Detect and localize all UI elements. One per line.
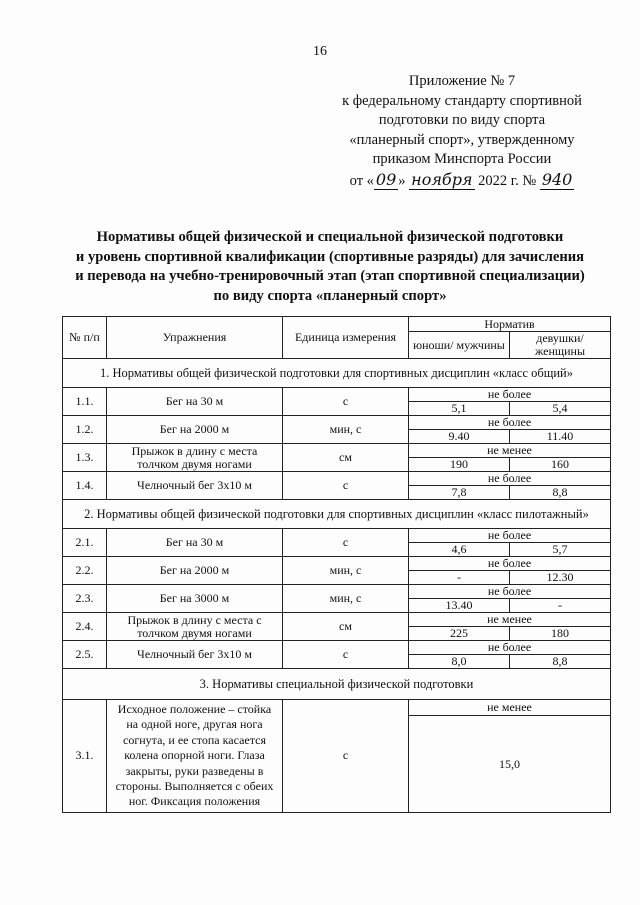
appendix-block	[317, 72, 607, 192]
norms-table	[62, 316, 611, 813]
appendix-line: приказом Минспорта России	[372, 151, 552, 168]
header-num: № п/п	[63, 317, 107, 359]
row-num: 2.5.	[63, 641, 107, 669]
title-line: и перевода на учебно-тренировочный этап (этап спортивной специализации)	[75, 268, 585, 285]
row-boys-value: 190	[409, 458, 510, 472]
document-title	[60, 228, 600, 306]
header-unit: Единица измерения	[283, 317, 409, 359]
row-unit: с	[283, 700, 409, 813]
row-num: 2.4.	[63, 613, 107, 641]
row-girls-value: 11.40	[510, 430, 611, 444]
order-month: ноября	[411, 169, 473, 189]
row-exercise: Исходное положение – стойка на одной ноге, другая нога согнута, и ее стопа касается колена опорной ноги. Глаза закрыты, руки разведены в стороны. Выполняется с обеих ног. Фиксация положения	[107, 700, 283, 813]
row-girls-value: 12.30	[510, 571, 611, 585]
row-num: 2.3.	[63, 585, 107, 613]
row-condition: не более	[409, 557, 611, 571]
appendix-line: к федеральному стандарту спортивной	[342, 92, 582, 109]
row-condition: не более	[409, 529, 611, 543]
appendix-line: Приложение № 7	[408, 73, 516, 89]
order-line	[317, 170, 607, 192]
section-heading: 2. Нормативы общей физической подготовки для спортивных дисциплин «класс пилотажный»	[63, 500, 611, 529]
header-girls: девушки/ женщины	[510, 332, 611, 359]
order-prefix: от «	[349, 172, 374, 189]
row-condition: не более	[409, 472, 611, 486]
row-condition: не более	[409, 416, 611, 430]
row-exercise: Прыжок в длину с места с толчком двумя ногами	[107, 613, 283, 641]
row-num: 2.2.	[63, 557, 107, 585]
row-num: 1.3.	[63, 444, 107, 472]
row-unit: с	[283, 388, 409, 416]
appendix-line: «планерный спорт», утвержденному	[349, 131, 575, 148]
row-exercise: Бег на 30 м	[107, 388, 283, 416]
row-num: 3.1.	[63, 700, 107, 813]
row-condition: не более	[409, 388, 611, 402]
row-unit: см	[283, 613, 409, 641]
row-exercise: Бег на 3000 м	[107, 585, 283, 613]
row-boys-value: 4,6	[409, 543, 510, 557]
row-boys-value: 5,1	[409, 402, 510, 416]
row-boys-value: 9.40	[409, 430, 510, 444]
row-unit: с	[283, 472, 409, 500]
row-boys-value: 7,8	[409, 486, 510, 500]
row-girls-value: 160	[510, 458, 611, 472]
row-unit: мин, с	[283, 416, 409, 444]
row-girls-value: -	[510, 599, 611, 613]
row-num: 1.4.	[63, 472, 107, 500]
row-boys-value: 8,0	[409, 655, 510, 669]
row-exercise: Бег на 30 м	[107, 529, 283, 557]
row-boys-value: -	[409, 571, 510, 585]
order-day: 09	[375, 169, 397, 189]
row-unit: мин, с	[283, 585, 409, 613]
row-unit: с	[283, 529, 409, 557]
section-heading: 1. Нормативы общей физической подготовки для спортивных дисциплин «класс общий»	[63, 359, 611, 388]
row-unit: см	[283, 444, 409, 472]
header-norm: Норматив	[409, 317, 611, 332]
row-condition: не менее	[409, 613, 611, 627]
row-girls-value: 8,8	[510, 655, 611, 669]
appendix-line: подготовки по виду спорта	[378, 112, 546, 129]
title-line: по виду спорта «планерный спорт»	[213, 287, 447, 304]
header-exercise: Упражнения	[107, 317, 283, 359]
row-unit: с	[283, 641, 409, 669]
row-num: 2.1.	[63, 529, 107, 557]
row-boys-value: 225	[409, 627, 510, 641]
row-girls-value: 5,7	[510, 543, 611, 557]
row-condition: не менее	[409, 700, 611, 716]
row-num: 1.1.	[63, 388, 107, 416]
row-exercise: Бег на 2000 м	[107, 416, 283, 444]
row-num: 1.2.	[63, 416, 107, 444]
row-condition: не менее	[409, 444, 611, 458]
row-value: 15,0	[409, 716, 611, 813]
row-girls-value: 8,8	[510, 486, 611, 500]
row-exercise: Бег на 2000 м	[107, 557, 283, 585]
page-number: 16	[313, 44, 327, 59]
order-number: 940	[541, 169, 573, 189]
row-exercise: Прыжок в длину с места толчком двумя ногами	[107, 444, 283, 472]
row-girls-value: 180	[510, 627, 611, 641]
order-mid: »	[398, 172, 410, 189]
row-girls-value: 5,4	[510, 402, 611, 416]
row-exercise: Челночный бег 3х10 м	[107, 472, 283, 500]
section-heading: 3. Нормативы специальной физической подготовки	[63, 669, 611, 700]
header-boys: юноши/ мужчины	[409, 332, 510, 359]
row-exercise: Челночный бег 3х10 м	[107, 641, 283, 669]
title-line: и уровень спортивной квалификации (спортивные разряды) для зачисления	[75, 248, 585, 265]
row-boys-value: 13.40	[409, 599, 510, 613]
title-line: Нормативы общей физической и специальной физической подготовки	[96, 229, 564, 245]
order-year: 2022 г. №	[474, 172, 540, 189]
row-unit: мин, с	[283, 557, 409, 585]
row-condition: не более	[409, 641, 611, 655]
row-condition: не более	[409, 585, 611, 599]
